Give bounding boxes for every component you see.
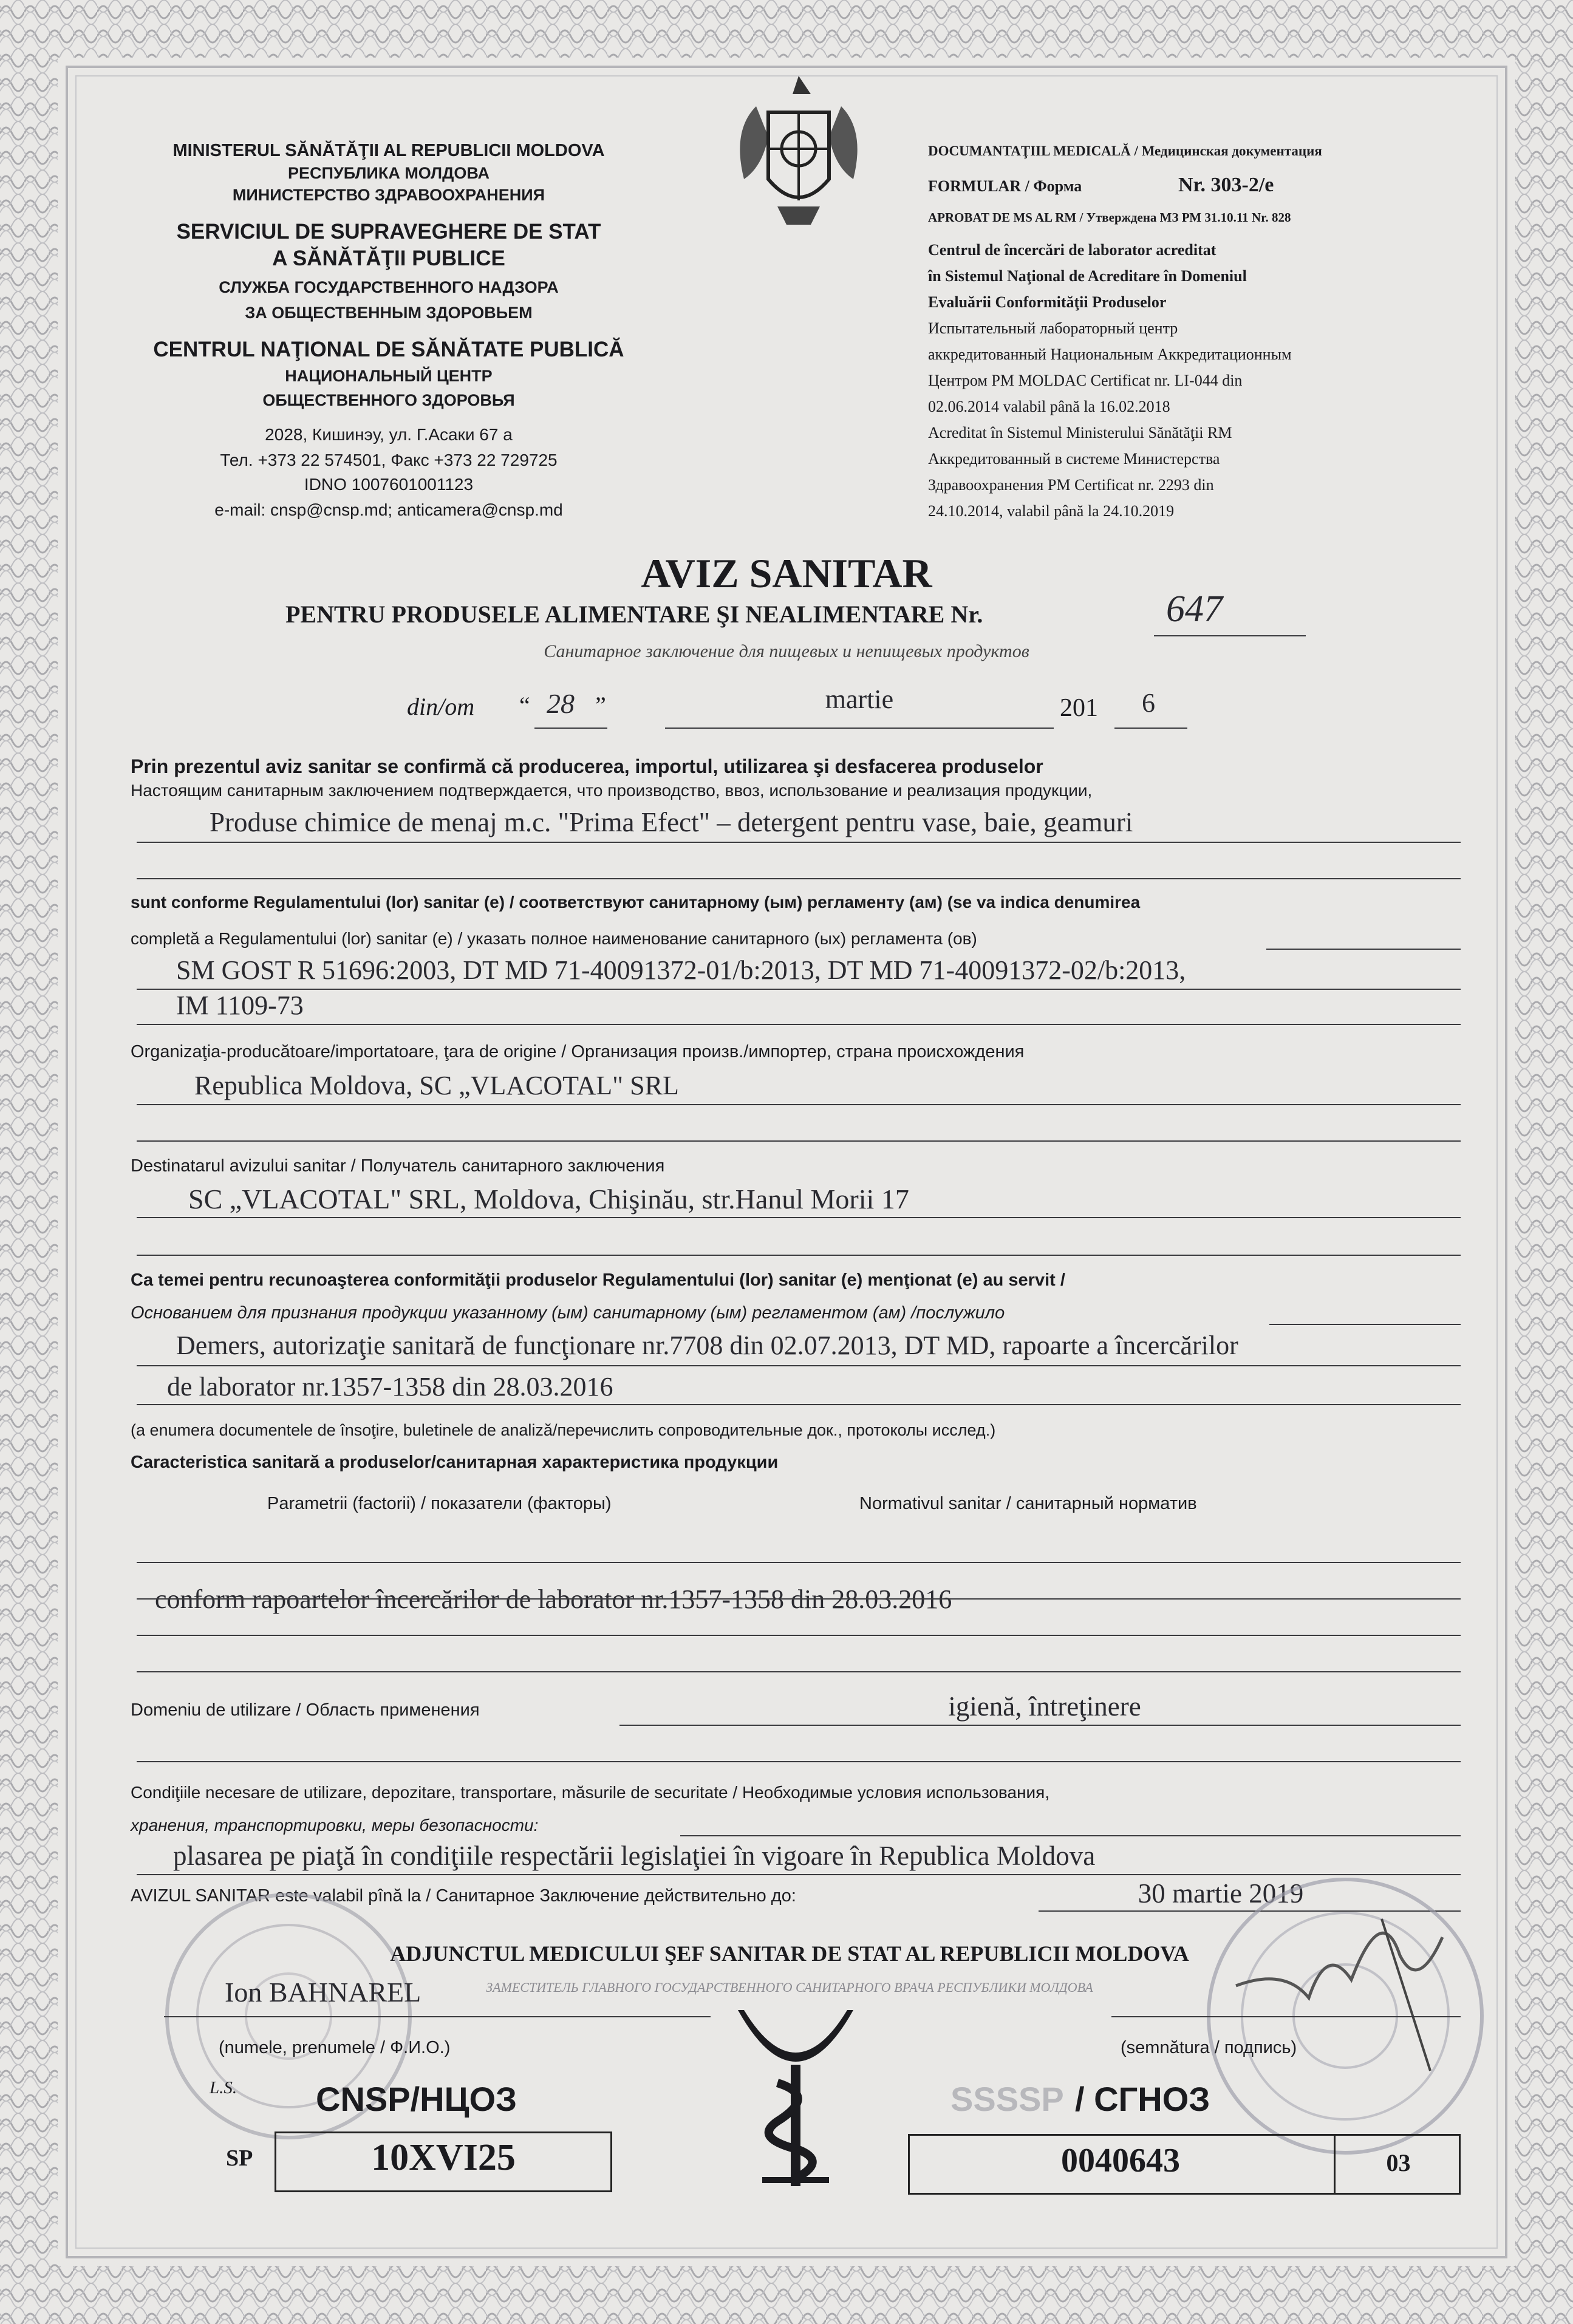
product-line-2: [137, 878, 1461, 879]
signatory-name: Ion BAHNAREL: [225, 1977, 421, 2008]
param-label: Parametrii (factorii) / показатели (факторы): [267, 1494, 612, 1513]
center-address: 2028, Кишинэу, ул. Г.Асаки 67 а: [265, 425, 513, 444]
accreditation-line: Evaluării Conformităţii Produselor: [928, 293, 1167, 311]
deputy-title: ADJUNCTUL MEDICULUI ŞEF SANITAR DE STAT AL REPUBLICII MOLDOVA: [390, 1941, 1189, 1966]
series-prefix: SP: [226, 2145, 253, 2171]
moldova-coat-of-arms-icon: [720, 58, 878, 240]
char-line-4: [137, 1671, 1461, 1672]
basis-value-1: Demers, autorizaţie sanitară de funcţionare nr.7708 din 02.07.2013, DT MD, rapoarte a încercărilor: [176, 1331, 1238, 1360]
accreditation-line: Центром РМ MOLDAC Certificat nr. LI-044 din: [928, 372, 1243, 389]
footer-right-code-faded: SSSSP: [950, 2080, 1064, 2118]
service-ro-1: SERVICIUL DE SUPRAVEGHERE DE STAT: [176, 220, 601, 244]
dest-value: SC „VLACOTAL" SRL, Moldova, Chişinău, str.Hanul Morii 17: [188, 1184, 909, 1215]
basis-label-ro: Ca temei pentru recunoaşterea conformităţii produselor Regulamentului (lor) sanitar (e) menţionat (e) au servit /: [131, 1270, 1065, 1290]
product-value: Produse chimice de menaj m.c. "Prima Efect" – detergent pentru vase, baie, geamuri: [210, 807, 1133, 837]
norm-label: Normativul sanitar / санитарный норматив: [859, 1494, 1197, 1513]
conform-label-text: sunt conforme Regulamentului (lor) sanitar (e) / соответствуют санитарному (ым) регламенту (ам) (se va indica denumirea: [131, 893, 1141, 912]
document-number: 0040643: [1061, 2142, 1180, 2179]
org-line-2: [137, 1140, 1461, 1142]
date-quote-open: “: [519, 692, 530, 719]
signatory-name-label: (numele, prenumele / Ф.И.О.): [219, 2038, 451, 2057]
dest-line-2: [137, 1255, 1461, 1256]
dest-label: Destinatarul avizului sanitar / Получатель санитарного заключения: [131, 1156, 665, 1176]
char-line-1: [137, 1562, 1461, 1563]
enumerate-note: (a enumera documentele de însoţire, buletinele de analiză/перечислить сопроводительные док., протоколы исслед.): [131, 1421, 996, 1439]
formular-label: FORMULAR / Форма: [928, 177, 1082, 195]
bowl-of-hygieia-icon: [726, 1998, 865, 2192]
date-month: martie: [825, 684, 894, 714]
service-ru-1: СЛУЖБА ГОСУДАРСТВЕННОГО НАДЗОРА: [219, 278, 559, 296]
org-line: [137, 1104, 1461, 1105]
dest-line: [137, 1217, 1461, 1218]
date-label: din/от: [407, 693, 475, 720]
regulations-line-1: [137, 989, 1461, 990]
basis-label-ru: Основанием для признания продукции указанному (ым) санитарному (ым) регламентом (ам) /послужило: [131, 1303, 1005, 1323]
center-ru-2: ОБЩЕСТВЕННОГО ЗДОРОВЬЯ: [262, 391, 515, 409]
basis-line-1: [137, 1365, 1461, 1366]
approval-line: APROBAT DE MS AL RM / Утверждена МЗ РМ 31.10.11 Nr. 828: [928, 210, 1291, 225]
domain-label: Domeniu de utilizare / Область применения: [131, 1700, 480, 1720]
document-title: AVIZ SANITAR: [641, 550, 932, 596]
aviz-number: 647: [1166, 588, 1223, 630]
accreditation-line: 24.10.2014, valabil până la 24.10.2019: [928, 502, 1175, 520]
ls-label: L.S.: [210, 2078, 237, 2097]
char-label: Caracteristica sanitară a produselor/санитарная характеристика продукции: [131, 1453, 779, 1472]
valid-value: 30 martie 2019: [1138, 1878, 1304, 1909]
accreditation-line: Испытательный лабораторный центр: [928, 319, 1178, 337]
regulations-value-1: SM GOST R 51696:2003, DT MD 71-40091372-01/b:2013, DT MD 71-40091372-02/b:2013,: [176, 955, 1186, 985]
ministry-ru-1: РЕСПУБЛИКА МОЛДОВА: [288, 164, 490, 182]
date-year-suffix: 6: [1142, 688, 1155, 718]
aviz-number-line: [1154, 635, 1306, 636]
accreditation-line: Здравоохранения РМ Certificat nr. 2293 din: [928, 476, 1214, 494]
domain-value: igienă, întreţinere: [948, 1691, 1141, 1722]
org-value: Republica Moldova, SC „VLACOTAL" SRL: [194, 1071, 679, 1100]
char-value: conform rapoartelor încercărilor de laborator nr.1357-1358 din 28.03.2016: [155, 1584, 952, 1614]
center-phone: Тел. +373 22 574501, Факс +373 22 729725: [220, 451, 558, 469]
product-line: [137, 842, 1461, 843]
footer-left-code: CNSP/НЦОЗ: [316, 2080, 517, 2118]
date-quote-close: ”: [595, 692, 606, 719]
cond-label-2: хранения, транспортировки, меры безопасности:: [131, 1816, 539, 1835]
cond-line-0: [680, 1835, 1461, 1836]
signature-line: [1111, 2016, 1461, 2017]
document-subtitle: PENTRU PRODUSELE ALIMENTARE ŞI NEALIMENTARE Nr.: [285, 601, 983, 628]
accreditation-line: аккредитованный Национальным Аккредитационным: [928, 346, 1292, 363]
org-label: Organizaţia-producătoare/importatoare, ţara de origine / Организация произв./импортер, страна происхождения: [131, 1042, 1025, 1061]
signature-label: (semnătura / подпись): [1121, 2038, 1297, 2057]
intro-ru: Настоящим санитарным заключением подтверждается, что производство, ввоз, использование и реализация продукции,: [131, 781, 1093, 800]
accreditation-block: [928, 237, 1475, 524]
accreditation-line: Centrul de încercări de laborator acreditat: [928, 241, 1216, 259]
conform-line: [1266, 949, 1461, 950]
regulations-line-2: [137, 1024, 1461, 1025]
accreditation-line: Acreditat în Sistemul Ministerului Sănătăţii RM: [928, 424, 1232, 441]
signatory-name-line: [164, 2016, 711, 2017]
char-line-3: [137, 1635, 1461, 1636]
ministry-ro: MINISTERUL SĂNĂTĂŢII AL REPUBLICII MOLDOVA: [172, 141, 605, 160]
accreditation-line: 02.06.2014 valabil până la 16.02.2018: [928, 398, 1170, 415]
formular-number: Nr. 303-2/e: [1178, 174, 1274, 196]
number-box-divider: [1334, 2134, 1336, 2195]
date-year-line: [1114, 728, 1187, 729]
deputy-title-ru: ЗАМЕСТИТЕЛЬ ГЛАВНОГО ГОСУДАРСТВЕННОГО САНИТАРНОГО ВРАЧА РЕСПУБЛИКИ МОЛДОВА: [486, 1980, 1093, 1995]
service-ru-2: ЗА ОБЩЕСТВЕННЫМ ЗДОРОВЬЕМ: [245, 304, 533, 322]
center-idno: IDNO 1007601001123: [304, 475, 474, 494]
footer-right-code: / СГНОЗ: [1075, 2080, 1210, 2118]
accreditation-line: în Sistemul Naţional de Acreditare în Domeniul: [928, 267, 1247, 285]
ministry-ru-2: МИНИСТЕРСТВО ЗДРАВООХРАНЕНИЯ: [232, 186, 545, 204]
date-day: 28: [547, 688, 575, 719]
intro-ro: Prin prezentul aviz sanitar se confirmă că producerea, importul, utilizarea şi desfacerea produselor: [131, 755, 1043, 777]
center-ru-1: НАЦИОНАЛЬНЫЙ ЦЕНТР: [285, 367, 493, 385]
basis-line-0: [1269, 1324, 1461, 1325]
basis-line-2: [137, 1404, 1461, 1405]
date-month-line: [665, 728, 1054, 729]
cond-value: plasarea pe piaţă în condiţiile respectării legislaţiei în vigoare în Republica Moldova: [173, 1841, 1096, 1871]
service-ro-2: A SĂNĂTĂŢII PUBLICE: [272, 247, 505, 270]
conform-label: [131, 893, 1497, 912]
char-line-2: [137, 1598, 1461, 1600]
cond-label-1: Condiţiile necesare de utilizare, depozitare, transportare, măsurile de securitate / Необходимые условия использования,: [131, 1783, 1050, 1802]
document-number-sub: 03: [1386, 2149, 1411, 2176]
center-email: e-mail: cnsp@cnsp.md; anticamera@cnsp.md: [214, 500, 563, 519]
domain-line: [619, 1725, 1461, 1726]
basis-value-2: de laborator nr.1357-1358 din 28.03.2016: [167, 1372, 613, 1402]
domain-line-2: [137, 1761, 1461, 1762]
valid-label: AVIZUL SANITAR este valabil pînă la / Санитарное Заключение действительно до:: [131, 1886, 796, 1906]
center-ro: CENTRUL NAŢIONAL DE SĂNĂTATE PUBLICĂ: [153, 338, 624, 361]
medical-documentation: DOCUMANTAŢIIL MEDICALĂ / Медицинская документация: [928, 143, 1322, 158]
date-year-prefix: 201: [1060, 694, 1098, 722]
regulations-value-2: IM 1109-73: [176, 990, 304, 1020]
series-value: 10XVI25: [371, 2137, 516, 2178]
document-subtitle-ru: Санитарное заключение для пищевых и непищевых продуктов: [544, 641, 1029, 661]
date-day-line: [534, 728, 607, 729]
conform-label-2: completă a Regulamentului (lor) sanitar (e) / указать полное наименование санитарного (ых) регламента (ов): [131, 929, 977, 948]
accreditation-line: Аккредитованный в системе Министерства: [928, 450, 1220, 468]
